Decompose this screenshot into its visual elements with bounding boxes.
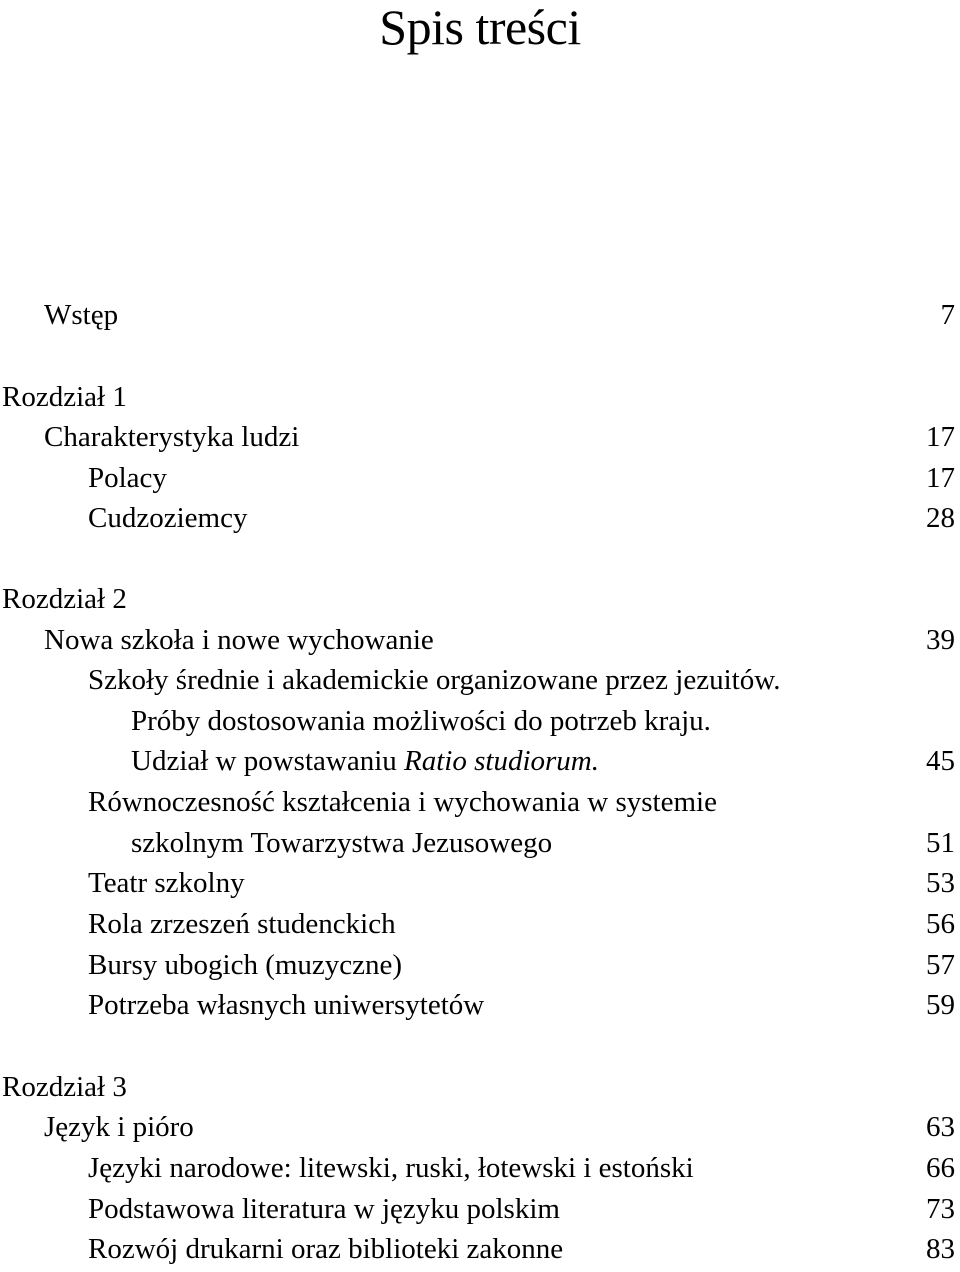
page-title: Spis treści: [379, 0, 581, 55]
toc-entry-text: Nowa szkoła i nowe wychowanie: [44, 624, 434, 656]
toc-entry-text: szkolnym Towarzystwa Jezusowego: [131, 827, 553, 859]
toc-page-number: 56: [926, 908, 955, 940]
toc-entry-text: Teatr szkolny: [88, 867, 245, 899]
toc-entry-text: Rola zrzeszeń studenckich: [88, 908, 396, 940]
toc-page-number: 45: [926, 745, 955, 777]
toc-entry-text: Język i pióro: [44, 1111, 194, 1143]
chapter-label: Rozdział 2: [2, 583, 127, 615]
toc-entry-text: Potrzeba własnych uniwersytetów: [88, 989, 485, 1021]
toc-entry-text: Podstawowa literatura w języku polskim: [88, 1193, 560, 1225]
toc-entry-text: Wstęp: [44, 299, 119, 331]
toc-page-number: 83: [926, 1233, 955, 1265]
toc-entry[interactable]: [0, 1230, 955, 1268]
toc-page-number: 51: [926, 827, 955, 859]
toc-entry-text: Równoczesność kształcenia i wychowania w systemie: [88, 786, 717, 818]
toc-entry[interactable]: [0, 1149, 955, 1187]
toc-page-number: 59: [926, 989, 955, 1021]
toc-entry[interactable]: [0, 621, 955, 659]
toc-entry-text: [131, 742, 599, 780]
toc-page-number: 7: [940, 299, 955, 331]
toc-entry-text: Języki narodowe: litewski, ruski, łotewski i estoński: [88, 1152, 694, 1184]
toc-entry-wstep[interactable]: [0, 296, 955, 334]
toc-entry-text-regular: Udział w powstawaniu: [131, 745, 405, 777]
toc-entry-continuation[interactable]: [0, 824, 955, 862]
toc-entry[interactable]: [0, 418, 955, 456]
toc-page-number: 17: [926, 421, 955, 453]
toc-entry[interactable]: [0, 459, 955, 497]
chapter-label: Rozdział 3: [2, 1071, 127, 1103]
toc-entry[interactable]: [0, 905, 955, 943]
toc-page-number: 28: [926, 502, 955, 534]
toc-page-number: 39: [926, 624, 955, 656]
toc-entry-text: Cudzoziemcy: [88, 502, 248, 534]
toc-entry-text: Szkoły średnie i akademickie organizowane przez jezuitów.: [88, 664, 781, 696]
toc-entry[interactable]: [0, 499, 955, 537]
toc-entry[interactable]: [0, 1190, 955, 1228]
toc-entry[interactable]: [0, 946, 955, 984]
toc-entry-text-italic: Ratio studiorum.: [404, 745, 599, 777]
toc-entry-text: Charakterystyka ludzi: [44, 421, 300, 453]
toc-page-number: 73: [926, 1193, 955, 1225]
chapter-heading: [0, 1068, 955, 1106]
toc-page-number: 66: [926, 1152, 955, 1184]
toc-entry-text: Rozwój drukarni oraz biblioteki zakonne: [88, 1233, 564, 1265]
toc-entry-continuation: [0, 702, 955, 740]
toc-entry-text: Próby dostosowania możliwości do potrzeb kraju.: [131, 705, 711, 737]
toc-entry[interactable]: [0, 661, 955, 699]
toc-page-number: 57: [926, 949, 955, 981]
toc-page-number: 63: [926, 1111, 955, 1143]
toc-page-number: 53: [926, 867, 955, 899]
chapter-label: Rozdział 1: [2, 381, 127, 413]
chapter-heading: [0, 378, 955, 416]
chapter-heading: [0, 580, 955, 618]
toc-entry-continuation[interactable]: [0, 742, 955, 780]
toc-entry-text: Bursy ubogich (muzyczne): [88, 949, 403, 981]
toc-entry[interactable]: [0, 783, 955, 821]
toc-entry[interactable]: [0, 986, 955, 1024]
toc-entry-text: Polacy: [88, 462, 167, 494]
toc-entry[interactable]: [0, 864, 955, 902]
toc-entry[interactable]: [0, 1108, 955, 1146]
toc-page-number: 17: [926, 462, 955, 494]
